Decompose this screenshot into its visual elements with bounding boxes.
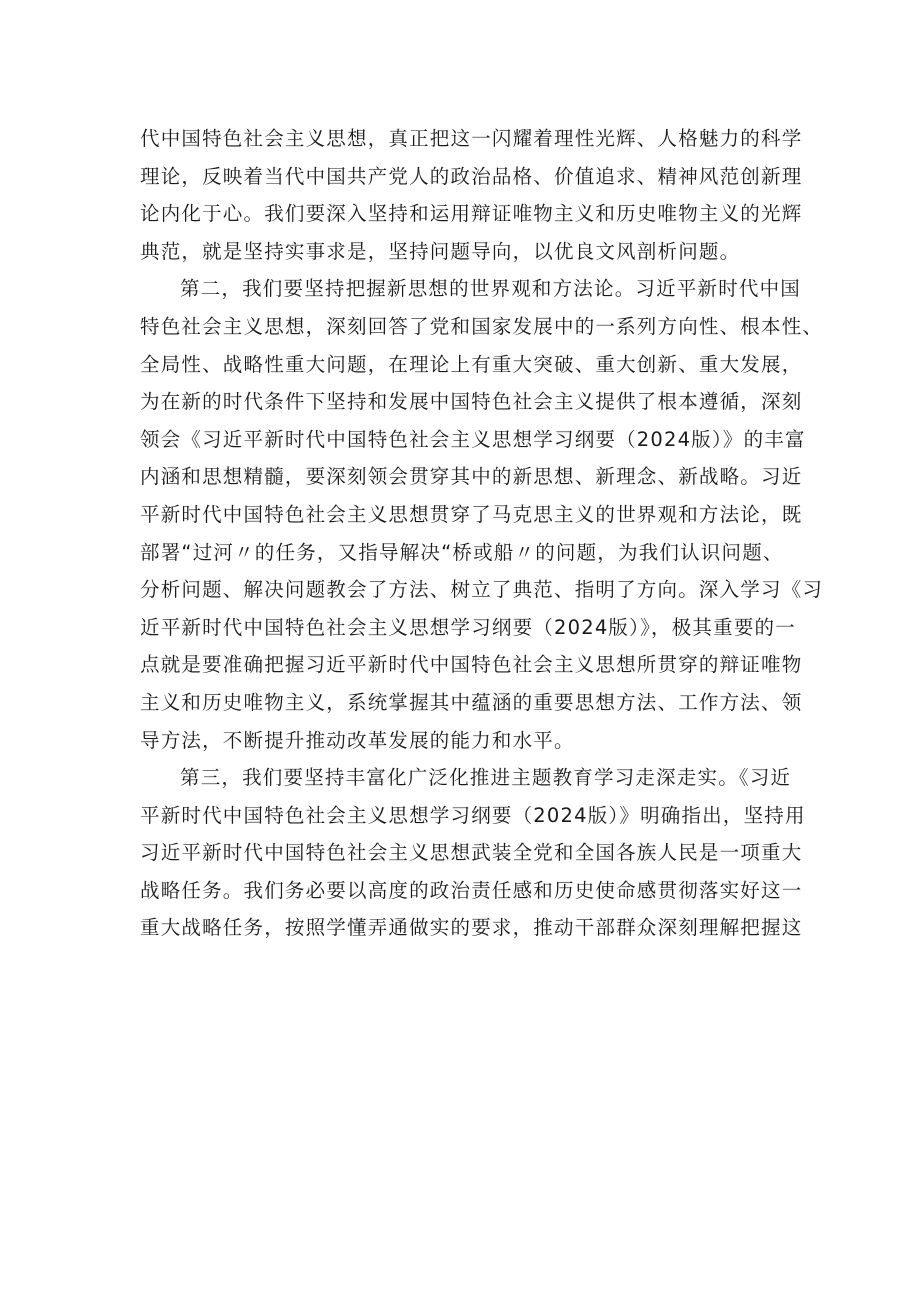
text-line-14: 近平新时代中国特色社会主义思想学习纲要（2024版）》，极其重要的一: [140, 615, 796, 639]
text-line-2: 理论，反映着当代中国共产党人的政治品格、价值追求、精神风范创新理: [140, 164, 803, 188]
text-line-10: 内涵和思想精髓，要深刻领会贯穿其中的新思想、新理念、新战略。习近: [140, 465, 803, 489]
paragraph-3-first-line: 第三，我们要坚持丰富化广泛化推进主题教育学习走深走实。《习近: [180, 766, 792, 790]
text-line-16: 主义和历史唯物主义，系统掌握其中蕴涵的重要思想方法、工作方法、领: [140, 690, 803, 714]
text-line-7: 全局性、战略性重大问题，在理论上有重大突破、重大创新、重大发展，: [140, 352, 803, 376]
text-line-3: 论内化于心。我们要深入坚持和运用辩证唯物主义和历史唯物主义的光辉: [140, 202, 803, 226]
text-line-1: 代中国特色社会主义思想，真正把这一闪耀着理性光辉、人格魅力的科学: [140, 127, 803, 150]
text-line-20: 习近平新时代中国特色社会主义思想武装全党和全国各族人民是一项重大: [140, 841, 803, 865]
text-line-12: 部署“过河〃的任务，又指导解决“桥或船〃的问题，为我们认识问题、: [140, 540, 784, 564]
text-line-13: 分析问题、解决问题教会了方法、树立了典范、指明了方向。深入学习《习: [140, 578, 824, 602]
text-line-11: 平新时代中国特色社会主义思想贯穿了马克思主义的世界观和方法论，既: [140, 502, 803, 526]
paragraph-2-first-line: 第二，我们要坚持把握新思想的世界观和方法论。习近平新时代中国: [180, 277, 802, 301]
text-line-21: 战略任务。我们务必要以高度的政治责任感和历史使命感贯彻落实好这一: [140, 878, 803, 902]
text-line-4: 典范，就是坚持实事求是，坚持问题导向，以优良文风剖析问题。: [140, 239, 741, 263]
text-line-17: 导方法，不断提升推动改革发展的能力和水平。: [140, 728, 575, 752]
text-line-22: 重大战略任务，按照学懂弄通做实的要求，推动干部群众深刻理解把握这: [140, 916, 803, 940]
text-line-9: 领会《习近平新时代中国特色社会主义思想学习纲要（2024版）》的丰富: [140, 427, 806, 451]
text-line-19: 平新时代中国特色社会主义思想学习纲要（2024版）》明确指出，坚持用: [140, 803, 806, 827]
text-line-8: 为在新的时代条件下坚持和发展中国特色社会主义提供了根本遵循，深刻: [140, 390, 803, 414]
text-line-15: 点就是要准确把握习近平新时代中国特色社会主义思想所贯穿的辩证唯物: [140, 653, 803, 677]
document-body: [140, 120, 824, 947]
text-line-6: 特色社会主义思想，深刻回答了党和国家发展中的一系列方向性、根本性、: [140, 314, 824, 338]
